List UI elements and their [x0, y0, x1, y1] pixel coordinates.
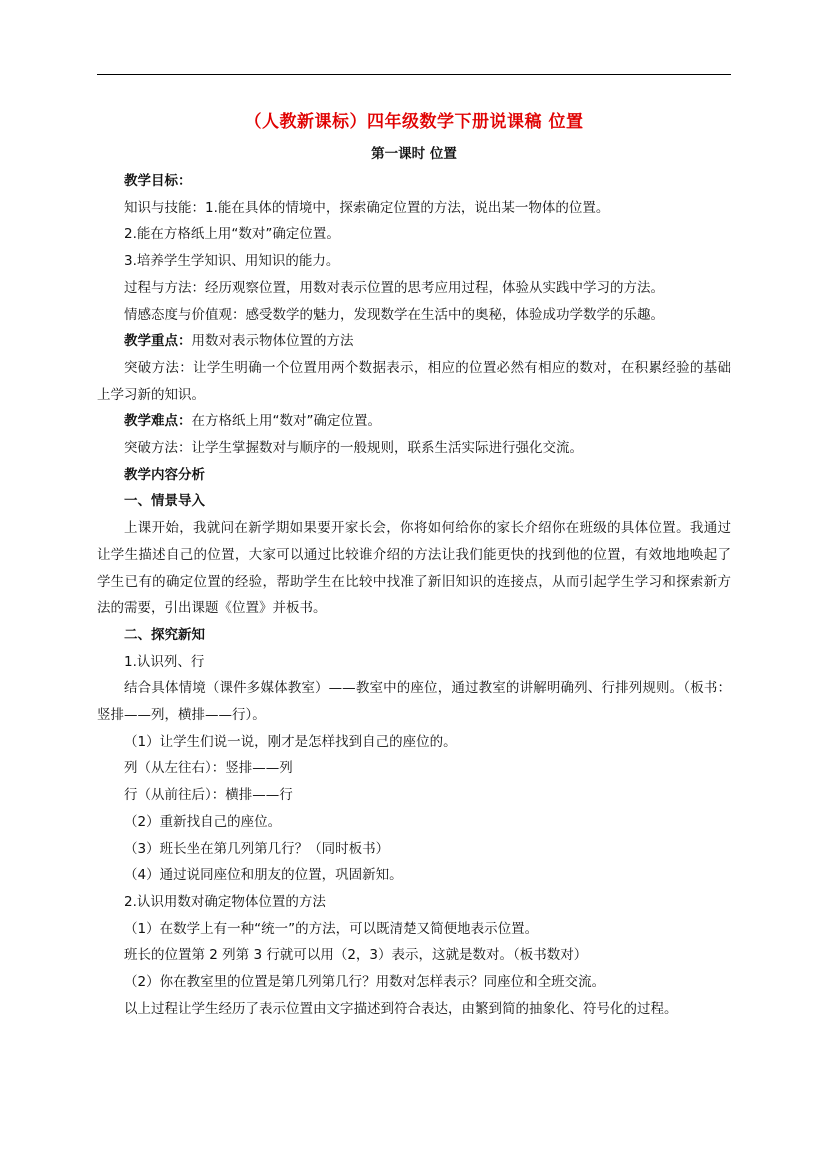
key-point-line — [97, 328, 731, 355]
goal-attitude: 情感态度与价值观：感受数学的魅力，发现数学在生活中的奥秘，体验成功学数学的乐趣。 — [124, 306, 664, 323]
step-item: （3）班长坐在第几列第几行？（同时板书） — [124, 840, 390, 857]
key-point-text: 用数对表示物体位置的方法 — [191, 333, 354, 350]
difficulty-method: 突破方法：让学生掌握数对与顺序的一般规则，联系生活实际进行强化交流。 — [124, 440, 583, 457]
goal-item-2: 2.能在方格纸上用“数对”确定位置。 — [124, 226, 340, 243]
goal-item-3: 3.培养学生学知识、用知识的能力。 — [124, 253, 340, 270]
step-item: 行（从前往后）：横排——行 — [124, 787, 293, 804]
step-item: （4）通过说同座位和朋友的位置，巩固新知。 — [124, 867, 403, 884]
step-item: （1）让学生们说一说，刚才是怎样找到自己的座位的。 — [124, 733, 457, 750]
number-pair-item: （1）在数学上有一种“统一”的方法，可以既清楚又简便地表示位置。 — [124, 920, 539, 937]
header-rule — [97, 74, 731, 75]
step-item: 列（从左往右）：竖排——列 — [124, 760, 293, 777]
number-pair-item: 以上过程让学生经历了表示位置由文字描述到符合表达，由繁到简的抽象化、符号化的过程。 — [124, 1000, 678, 1017]
difficulty-label: 教学难点： — [124, 413, 192, 430]
goal-process: 过程与方法：经历观察位置，用数对表示位置的思考应用过程，体验从实践中学习的方法。 — [124, 279, 664, 296]
subsection-number-pair: 2.认识用数对确定物体位置的方法 — [124, 893, 326, 910]
content-analysis-heading: 教学内容分析 — [124, 466, 205, 483]
difficulty-text: 在方格纸上用“数对”确定位置。 — [191, 413, 381, 430]
subsection-rows-columns: 1.认识列、行 — [124, 653, 205, 670]
document-body — [97, 104, 731, 1023]
section-intro-heading: 一、情景导入 — [124, 493, 205, 510]
section-explore-heading: 二、探究新知 — [124, 626, 205, 643]
number-pair-item: （2）你在教室里的位置是第几列第几行？用数对怎样表示？同座位和全班交流。 — [124, 974, 606, 991]
difficulty-line — [97, 408, 731, 435]
lesson-subtitle: 第一课时 位置 — [371, 146, 457, 162]
goal-knowledge: 知识与技能：1.能在具体的情境中，探索确定位置的方法，说出某一物体的位置。 — [124, 199, 610, 216]
document-title: （人教新课标）四年级数学下册说课稿 位置 — [244, 112, 584, 132]
key-point-label: 教学重点： — [124, 333, 192, 350]
number-pair-item: 班长的位置第 2 列第 3 行就可以用（2，3）表示，这就是数对。（板书数对） — [124, 947, 588, 964]
key-point-method: 突破方法：让学生明确一个位置用两个数据表示，相应的位置必然有相应的数对，在积累经验的基础上学习新的知识。 — [97, 359, 731, 403]
goals-heading: 教学目标： — [124, 173, 192, 189]
step-item: （2）重新找自己的座位。 — [124, 813, 282, 830]
rows-columns-paragraph: 结合具体情境（课件多媒体教室）——教室中的座位，通过教室的讲解明确列、行排列规则。（板书：竖排——列，横排——行）。 — [97, 680, 731, 724]
intro-paragraph: 上课开始，我就问在新学期如果要开家长会，你将如何给你的家长介绍你在班级的具体位置。我通过让学生描述自己的位置，大家可以通过比较谁介绍的方法让我们能更快的找到他的位置，有效地地唤起了学生已有的确定位置的经验，帮助学生在比较中找准了新旧知识的连接点，从而引起学生学习和探索新方法的需要，引出课题《位置》并板书。 — [97, 520, 731, 617]
